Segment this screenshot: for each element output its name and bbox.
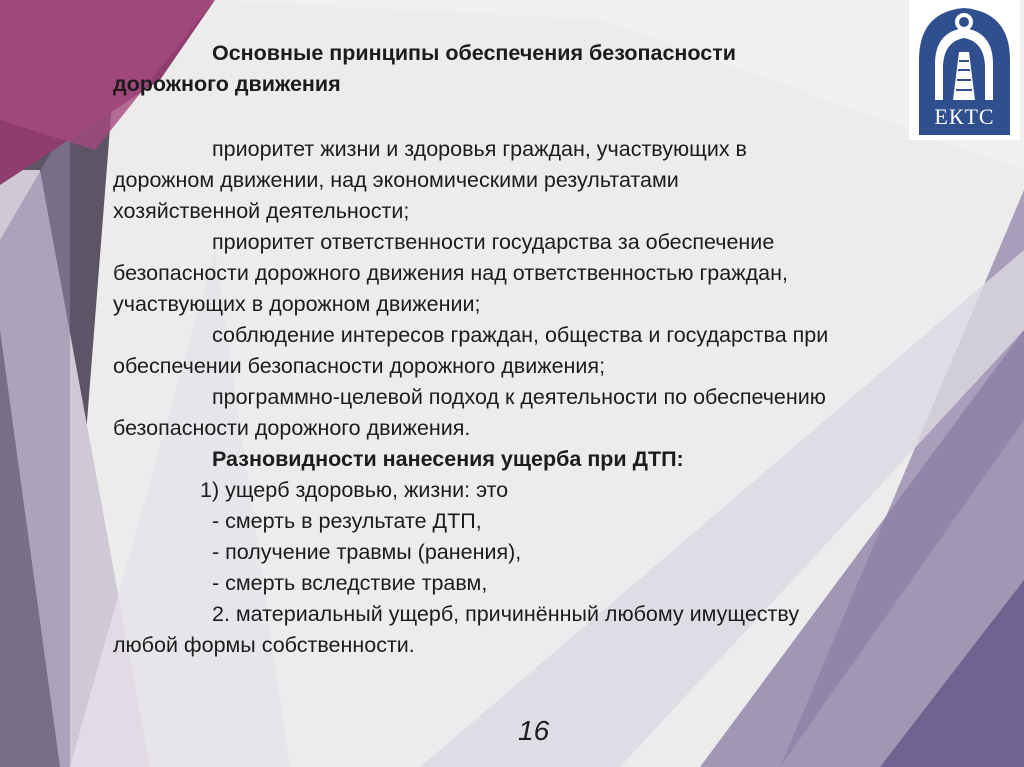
principle-2-line-2: безопасности дорожного движения над ответственностью граждан, xyxy=(113,261,788,285)
damage-subitem-injury: - получение травмы (ранения), xyxy=(212,540,522,564)
principle-2-first-line: приоритет ответственности государства за обеспечение xyxy=(212,230,775,254)
slide-title-line-2: дорожного движения xyxy=(113,72,341,96)
damage-item-2-line-2: любой формы собственности. xyxy=(113,633,415,657)
principle-4-line-2: безопасности дорожного движения. xyxy=(113,416,471,440)
damage-subitem-death: - смерть в результате ДТП, xyxy=(212,509,482,533)
principle-4-first-line: программно-целевой подход к деятельности по обеспечению xyxy=(212,385,826,409)
damage-heading: Разновидности нанесения ущерба при ДТП: xyxy=(212,447,684,471)
slide-title-line-1: Основные принципы обеспечения безопасности xyxy=(212,41,736,65)
damage-subitem-death-after-injury: - смерть вследствие травм, xyxy=(212,571,488,595)
principle-1-line-3: хозяйственной деятельности; xyxy=(113,199,410,223)
damage-item-1: 1) ущерб здоровью, жизни: это xyxy=(200,478,509,502)
damage-item-2-first-line: 2. материальный ущерб, причинённый любому имуществу xyxy=(212,602,800,626)
slide-content xyxy=(113,38,973,661)
principle-3-line-2: обеспечении безопасности дорожного движения; xyxy=(113,354,606,378)
principle-1-first-line: приоритет жизни и здоровья граждан, участвующих в xyxy=(212,137,747,161)
logo-text: ЕКТС xyxy=(934,104,995,129)
principle-2-line-3: участвующих в дорожном движении; xyxy=(113,292,481,316)
principle-1-line-2: дорожном движении, над экономическими результатами xyxy=(113,168,679,192)
spacer xyxy=(113,100,973,134)
principle-3-first-line: соблюдение интересов граждан, общества и государства при xyxy=(212,323,829,347)
page-number: 16 xyxy=(518,715,550,746)
